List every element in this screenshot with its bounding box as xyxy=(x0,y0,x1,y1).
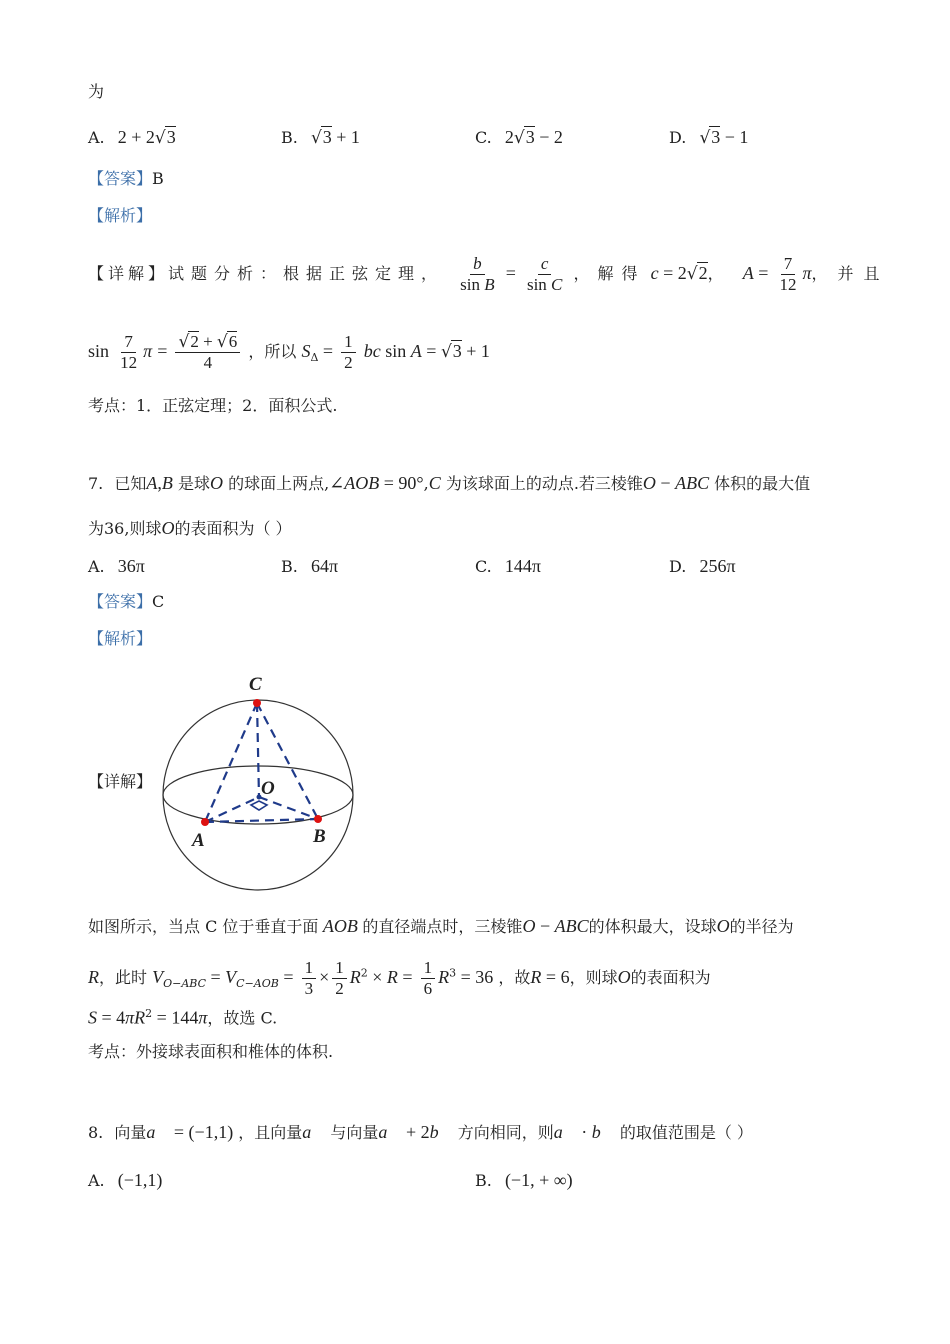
q6-option-a: A. 2 + 2√3 xyxy=(88,127,176,148)
q6-answer: 【答案】B xyxy=(88,169,164,188)
point-c xyxy=(253,699,261,707)
q7-option-d: D. 256π xyxy=(669,556,736,576)
q6-option-b: B. √3 + 1 xyxy=(281,127,360,148)
q6-analysis-tag: 【解析】 xyxy=(88,206,153,225)
q7-kaodian: 考点：外接球表面积和椎体的体积. xyxy=(88,1042,334,1061)
q6-detail-line1: 【详解】试题分析：根据正弦定理， $\frac{b}{\text{sin B}}$ = $\frac{c}{\text{sin C}}$ ，解得 c = 2√2， A = $\frac{7}{12}$ π，并且 xyxy=(88,254,890,294)
continuation-text: 为 xyxy=(88,82,105,101)
q7-explain-line3: $S = 4\pi R^2 = 144\pi$，故选 C. xyxy=(88,1007,278,1028)
q8-stem: 8. 向量a⃗ = (−1,1) ，且向量a⃗ 与向量a⃗ + 2b⃗ 方向相同，则a⃗ · b⃗ 的取值范围是（ ） xyxy=(88,1122,753,1142)
q7-answer: 【答案】C xyxy=(88,592,165,611)
q7-explain-line1: 如图所示，当点 C 位于垂直于面 AOB 的直径端点时，三棱锥O − ABC的体积最大，设球O的半径为 xyxy=(88,916,794,936)
q8-option-a: A. (−1,1) xyxy=(88,1170,163,1190)
label-c: C xyxy=(249,674,262,695)
label-o: O xyxy=(261,778,275,799)
q6-option-c: C. 2√3 − 2 xyxy=(475,127,563,148)
q6-option-d: D. √3 − 1 xyxy=(669,127,749,148)
q8-option-b: B. (−1, + ∞) xyxy=(475,1170,573,1190)
sphere-tetrahedron-figure xyxy=(155,672,360,897)
q6-kaodian: 考点：1．正弦定理；2．面积公式. xyxy=(88,396,338,415)
q7-stem-line2: 为36,则球O的表面积为（ ） xyxy=(88,518,292,538)
q7-analysis-tag: 【解析】 xyxy=(88,629,153,648)
q7-option-b: B. 64π xyxy=(281,556,339,576)
q7-detail-tag: 【详解】 xyxy=(88,772,153,791)
q7-option-c: C. 144π xyxy=(475,556,541,576)
q7-option-a: A. 36π xyxy=(88,556,145,576)
q6-detail-line2: sin $\frac{7}{12}$ π = $\frac{√2 + √6}{4}$ ，所以 $S_\Delta$ = $\frac{1}{2}$ bc sin A = √3 + 1 xyxy=(88,332,490,372)
point-b xyxy=(314,815,322,823)
tetrahedron-edges xyxy=(205,703,318,822)
q7-stem-line1: 7. 已知A,B 是球O 的球面上两点,∠AOB = 90°,C 为该球面上的动点.若三棱锥O − ABC 体积的最大值 xyxy=(88,473,811,493)
right-angle-mark xyxy=(251,801,267,810)
point-a xyxy=(201,818,209,826)
label-a: A xyxy=(192,830,205,851)
label-b: B xyxy=(313,826,326,847)
q7-explain-line2: R，此时 $V_{O-ABC} = V_{C-AOB}$ = $\frac{1}{3}$ × $\frac{1}{2}$ $R^2 \times R$ = $\frac{1}{6}$ $R^3 = 36$ ，故R = 6，则球O的表面积为 xyxy=(88,958,711,998)
